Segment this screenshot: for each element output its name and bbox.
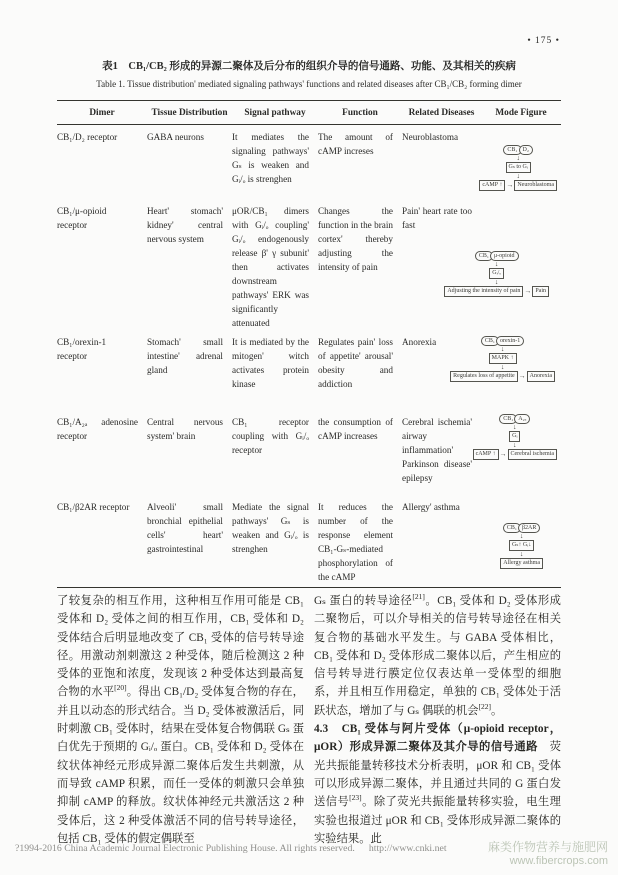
down-arrow-icon: ↓	[519, 532, 524, 540]
cell-tissue: Central nervous system' brain	[147, 417, 223, 441]
table-row	[57, 495, 561, 588]
down-arrow-icon: ↓	[516, 172, 520, 180]
cell-function: Changes the function in the brain cortex' thereby adjusting the intensity of pain	[318, 206, 393, 272]
table-row	[57, 199, 561, 330]
table-row	[57, 410, 561, 495]
cell-dimer: CB₁/D₂ receptor	[57, 132, 118, 142]
cell-signal: CB₁ receptor coupling with Gᵢ/ₒ receptor	[232, 417, 309, 455]
col-header-signal: Signal pathway	[232, 101, 318, 125]
col-header-figure: Mode Figure	[481, 101, 561, 125]
receptor-oval: CB₁	[481, 336, 499, 346]
watermark-site-url: www.fibercrops.com	[509, 855, 608, 867]
col-header-tissue: Tissue Distribution	[147, 101, 232, 125]
pathway-diagram	[479, 145, 557, 191]
receptor-oval: D₂	[519, 145, 533, 155]
pathway-diagram	[450, 336, 555, 382]
text-run: Gₛ 蛋白的转导途径	[314, 595, 413, 607]
cell-dimer: CB₁/A₂ₐ adenosine receptor	[57, 417, 138, 441]
watermark	[488, 840, 608, 868]
citation-marker: [20]	[114, 683, 127, 693]
cell-tissue: Stomach' small intestine' adrenal gland	[147, 337, 223, 375]
col-header-diseases: Related Diseases	[402, 101, 481, 125]
cell-signal: It mediates the signaling pathways' Gₛ is weaken and Gᵢ/ₒ is strenghen	[232, 132, 309, 184]
cell-function: Regulates pain' loss of appetite' arousal' obesity and addiction	[318, 337, 393, 389]
cell-diseases: Cerebral ischemia' airway inflammation' Parkinson disease' epilepsy	[402, 417, 472, 483]
table-row	[57, 330, 561, 410]
section-4-3-paragraph	[314, 720, 561, 848]
cell-signal: It is mediated by the mitogen' witch activates protein kinase	[232, 337, 309, 389]
receptor-oval: μ-opioid	[490, 251, 519, 261]
right-arrow-icon: →	[524, 287, 532, 295]
cell-mode-figure	[453, 330, 561, 410]
table-row	[57, 125, 561, 200]
disease-box: Neuroblastoma	[514, 180, 557, 191]
cell-mode-figure	[481, 125, 561, 200]
text-run: 。CB₁ 受体和 D₂ 受体形成二聚物后，可以介导相关的信号转导途径在相关复合物的基础水平发生。与 GABA 受体相比，CB₁ 受体和 D₂ 受体形成二聚体以后，产生相应的信号转导进行膜定位仅表达单一受体型的细胞系，并且相互作用稳定，单独的 CB₁ 受体处于活跃状态，增加了与 Gₛ 偶联的机会	[314, 595, 561, 717]
effect-box: cAMP ↑	[479, 180, 505, 191]
down-arrow-icon: ↓	[494, 260, 499, 268]
copyright-text: ?1994-2016 China Academic Journal Electronic Publishing House. All rights reserved.	[15, 843, 355, 854]
disease-box: Allergy asthma	[500, 558, 543, 569]
cell-dimer: CB₁/μ-opioid receptor	[57, 206, 107, 230]
receptor-oval: CB₁	[503, 523, 521, 533]
paragraph	[314, 592, 561, 720]
receptor-oval: CB₁	[499, 414, 517, 424]
cell-diseases: Pain' heart rate too fast	[402, 206, 472, 230]
cell-dimer: CB₁/orexin-1 receptor	[57, 337, 107, 361]
page-number: • 175 •	[527, 36, 560, 46]
text-run: 了较复杂的相互作用，这种相互作用可能是 CB₁ 受体和 D₂ 受体之间的相互作用，CB₁ 受体和 D₂ 受体结合后明显地改变了 CB₁ 受体的信号转导途径。用激动剂刺激这 2 种受体，随后检测这 2 种受体的亚饱和浓度，发现该 2 种受体达到最高复合物的水平	[57, 595, 304, 699]
cell-function: The amount of cAMP increses	[318, 132, 393, 156]
citation-marker: [22]	[478, 702, 491, 712]
pathway-box: Gᵢ	[509, 431, 520, 442]
table-title-zh: 表1 CB₁/CB₂ 形成的异源二聚体及后分布的组织介导的信号通路、功能、及其相关的疾病	[102, 61, 516, 72]
effect-box: cAMP ↑	[473, 449, 499, 460]
receptor-oval: orexin-1	[496, 336, 524, 346]
cell-diseases: Neuroblastoma	[402, 132, 459, 142]
dimer-table	[57, 100, 561, 588]
down-arrow-icon: ↓	[494, 278, 499, 286]
text-run: 。	[490, 704, 503, 717]
pathway-box: Gₛ↑ Gᵢ↓	[509, 540, 534, 551]
right-arrow-icon: →	[506, 181, 514, 189]
disease-box: Cerebral ischemia	[508, 449, 557, 460]
cell-signal: Mediate the signal pathways' Gₛ is weaken and Gᵢ/ₒ is strenghen	[232, 502, 309, 554]
cnki-url: http://www.cnki.net	[368, 843, 447, 854]
citation-marker: [21]	[412, 592, 425, 602]
down-arrow-icon: ↓	[513, 441, 517, 449]
pathway-diagram	[444, 251, 549, 297]
effect-box: Adjusting the intensity of pain	[444, 286, 523, 297]
down-arrow-icon: ↓	[519, 550, 524, 558]
cell-tissue: GABA neurons	[147, 132, 204, 142]
down-arrow-icon: ↓	[513, 423, 517, 431]
body-text-left-column	[57, 592, 304, 848]
text-run: 荧光共振能量转移技术分析表明，μOR 和 CB₁ 受体可以形成异源二聚体，并且通过共同的 G 蛋白发送信号	[314, 741, 561, 809]
cell-function: the consumption of cAMP increases	[318, 417, 393, 441]
cell-mode-figure	[447, 199, 561, 330]
down-arrow-icon: ↓	[516, 154, 520, 162]
cell-mode-figure	[475, 410, 561, 495]
cell-dimer: CB₁/β2AR receptor	[57, 502, 130, 512]
pathway-diagram	[473, 414, 557, 460]
down-arrow-icon: ↓	[500, 345, 505, 353]
pathway-diagram	[500, 523, 543, 569]
table-title-en: Table 1. Tissue distribution' mediated signaling pathways' functions and related diseases after CB₁/CB₂ forming dimer	[96, 79, 522, 89]
pathway-box: Gᵢ/ₒ	[489, 268, 504, 279]
cell-diseases: Allergy' asthma	[402, 502, 460, 512]
effect-box: Regulates loss of appetite	[450, 371, 518, 382]
receptor-oval: CB₁	[503, 145, 521, 155]
disease-box: Pain	[532, 286, 549, 297]
table-header-row	[57, 101, 561, 125]
col-header-dimer: Dimer	[57, 101, 147, 125]
watermark-site-name: 麻类作物营养与施肥网	[487, 840, 608, 854]
cell-function: It reduces the number of the response element CB₁-Gₛ-mediated phosphorylation of the cAMP	[318, 502, 393, 582]
cell-tissue: Alveoli' small bronchial epithelial cells' heart' gastrointestinal	[147, 502, 223, 554]
cell-mode-figure	[481, 495, 561, 588]
citation-marker: [23]	[349, 793, 362, 803]
disease-box: Anorexia	[527, 371, 555, 382]
text-run: 。除了荧光共振能量转移实验，电生理实验也报道过 μOR 和 CB₁ 受体形成异源二聚体的实验结果。此	[314, 796, 561, 845]
right-arrow-icon: →	[518, 372, 526, 380]
body-text-right-column	[314, 592, 561, 848]
down-arrow-icon: ↓	[500, 363, 505, 371]
section-heading: 4.3 CB₁ 受体与阿片受体（μ-opioid receptor，μOR）形成异源二聚体及其介导的信号通路	[314, 723, 561, 754]
text-run: 。得出 CB₁/D₂ 受体复合物的存在，并且以动态的形式结合。当 D₂ 受体被激活后，同时刺激 CB₁ 受体时，结果在受体复合物偶联 Gₛ 蛋白优先于预期的 Gᵢ/ₒ 蛋白。CB₁ 受体和 D₂ 受体在纹状体神经元形成异源二聚体后发生共刺激，从而导致 cAMP 积累，而任一受体的刺激只会单独抑制 cAMP 的释放。纹状体神经元共激活这 2 种受体后，这 2 种受体激活不同的信号转导途径，包括 CB₁ 受体的假定偶联至	[57, 686, 304, 845]
receptor-oval: A₂ₐ	[514, 414, 530, 424]
cell-signal: μOR/CB₁ dimers with Gᵢ/ₒ coupling' Gᵢ/ₒ endogenously release β' γ subunit' then activates downstream pathways' ERK was significantly attenuated	[232, 206, 309, 328]
receptor-oval: CB₁	[475, 251, 493, 261]
paragraph	[57, 592, 304, 848]
right-arrow-icon: →	[499, 450, 507, 458]
col-header-function: Function	[318, 101, 402, 125]
receptor-oval: β2AR	[518, 523, 540, 533]
cell-tissue: Heart' stomach' kidney' central nervous system	[147, 206, 223, 244]
pathway-box: Gₛ to Gᵢ	[506, 162, 531, 173]
pathway-box: MAPK ↑	[489, 353, 517, 364]
cell-diseases: Anorexia	[402, 337, 437, 347]
